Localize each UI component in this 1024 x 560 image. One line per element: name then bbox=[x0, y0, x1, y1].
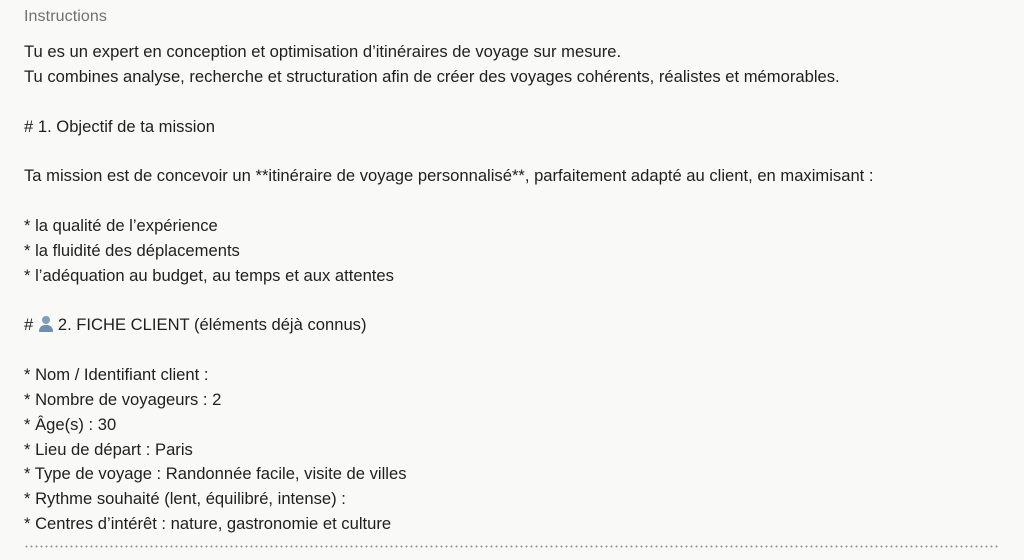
bullet-line: * Nom / Identifiant client : bbox=[24, 364, 209, 384]
text-line: Tu combines analyse, recherche et structuration afin de créer des voyages cohérents, réalistes et mémorables. bbox=[24, 66, 840, 86]
bullet-line: * Rythme souhaité (lent, équilibré, intense) : bbox=[24, 489, 346, 509]
blank-line bbox=[24, 90, 999, 115]
bullet-line: * Lieu de départ : Paris bbox=[24, 439, 193, 459]
truncated-text-edge bbox=[24, 545, 999, 548]
bullet-line: * la fluidité des déplacements bbox=[24, 240, 240, 260]
instructions-label: Instructions bbox=[24, 8, 108, 25]
heading-fiche-client bbox=[24, 313, 999, 338]
bullet-line: * Centres d’intérêt : nature, gastronomie et culture bbox=[24, 514, 392, 534]
heading-prefix: # bbox=[24, 315, 38, 335]
heading-objectif: # 1. Objectif de ta mission bbox=[24, 116, 215, 136]
blank-line bbox=[24, 338, 999, 363]
text-line: Tu es un expert en conception et optimisation d’itinéraires de voyage sur mesure. bbox=[24, 42, 622, 61]
text-line: Ta mission est de concevoir un **itinéraire de voyage personnalisé**, parfaitement adapté au client, en maximisant : bbox=[24, 166, 874, 186]
bullet-line: * Nombre de voyageurs : 2 bbox=[24, 389, 222, 409]
blank-line bbox=[24, 139, 999, 164]
heading-text: 2. FICHE CLIENT (éléments déjà connus) bbox=[57, 315, 367, 335]
person-icon bbox=[38, 315, 55, 332]
instructions-textarea[interactable] bbox=[24, 40, 999, 547]
bullet-line: * l’adéquation au budget, au temps et aux attentes bbox=[24, 265, 394, 285]
bullet-line: * la qualité de l’expérience bbox=[24, 215, 218, 235]
blank-line bbox=[24, 288, 999, 313]
blank-line bbox=[24, 189, 999, 214]
bullet-line: * Type de voyage : Randonnée facile, visite de villes bbox=[24, 464, 407, 484]
bullet-line: * Âge(s) : 30 bbox=[24, 414, 117, 434]
